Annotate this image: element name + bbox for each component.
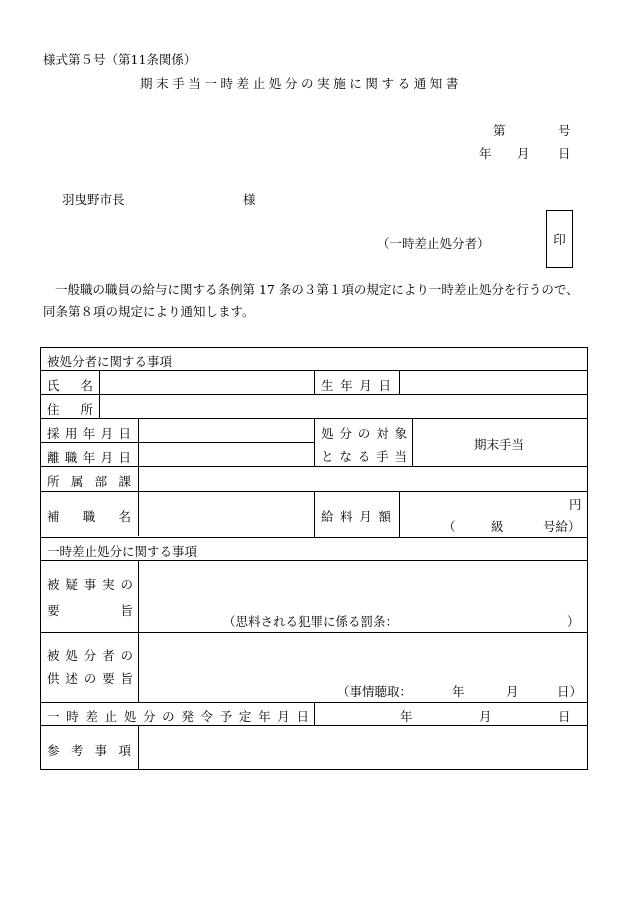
issue-day: 日 <box>558 709 571 724</box>
salary-yen: 円 <box>569 497 582 512</box>
leave-date-label: 離 職 年 月 日 <box>47 450 131 465</box>
main-form-table <box>40 347 588 770</box>
issue-month: 月 <box>479 709 492 724</box>
date-day: 日 <box>558 146 571 161</box>
name-field[interactable] <box>101 371 313 393</box>
recipient-name: 羽曳野市長 <box>62 192 125 207</box>
sender-label: （一時差止処分者） <box>377 236 490 251</box>
target-value: 期末手当 <box>474 437 525 452</box>
target-label-line1: 処 分 の 対 象 <box>321 426 407 441</box>
doc-number-dai: 第 <box>493 123 506 138</box>
salary-grade-gokyu: 号給） <box>543 519 581 534</box>
section-subject-info: 被処分者に関する事項 <box>47 354 173 369</box>
birthdate-field[interactable] <box>401 371 586 393</box>
seal-box <box>546 210 573 268</box>
facts-penal-note: （思料される犯罪に係る罰条： <box>223 614 399 629</box>
document-title: 期末手当一時差止処分の実施に関する通知書 <box>140 76 463 91</box>
position-field[interactable] <box>140 492 313 536</box>
hire-date-label: 採 用 年 月 日 <box>47 426 131 441</box>
hearing-open: （事情聴取： <box>337 684 413 699</box>
date-year: 年 <box>479 146 492 161</box>
facts-label-line2: 要 旨 <box>47 603 133 618</box>
birthdate-label: 生 年 月 日 <box>321 378 391 393</box>
hearing-year: 年 <box>452 684 465 699</box>
address-field[interactable] <box>101 395 586 417</box>
remarks-field[interactable] <box>140 726 586 769</box>
issue-date-label: 一 時 差 止 処 分 の 発 令 予 定 年 月 日 <box>47 709 309 724</box>
statement-label-line1: 被 処 分 者 の <box>47 648 133 663</box>
department-field[interactable] <box>140 467 586 490</box>
facts-penal-note-close: ） <box>567 614 580 629</box>
position-label: 補 職 名 <box>47 509 131 524</box>
body-text: 一般職の職員の給与に関する条例第 17 条の３第１項の規定により一時差止処分を行うので、同条第８項の規定により通知します。 <box>43 282 579 319</box>
issue-year: 年 <box>400 709 413 724</box>
department-label: 所 属 部 課 <box>47 474 131 489</box>
body-paragraph <box>43 279 588 323</box>
facts-label-line1: 被 疑 事 実 の <box>47 577 133 592</box>
hearing-month: 月 <box>506 684 519 699</box>
salary-grade-kyu: 級 <box>491 519 504 534</box>
seal-mark: 印 <box>553 232 566 247</box>
hearing-day: 日） <box>557 684 583 699</box>
form-number: 様式第５号（第11条関係） <box>43 52 197 67</box>
leave-date-field[interactable] <box>140 443 313 465</box>
target-label-line2: と な る 手 当 <box>321 449 407 464</box>
salary-label: 給 料 月 額 <box>321 509 391 524</box>
address-label: 住 所 <box>47 402 93 417</box>
section-suspension-info: 一時差止処分に関する事項 <box>47 544 198 559</box>
salary-grade-open: （ <box>443 519 456 534</box>
doc-number-go: 号 <box>558 123 571 138</box>
hire-date-field[interactable] <box>140 419 313 441</box>
date-month: 月 <box>517 146 530 161</box>
name-label: 氏 名 <box>47 378 93 393</box>
recipient-honorific: 様 <box>243 192 256 207</box>
statement-label-line2: 供 述 の 要 旨 <box>47 671 133 686</box>
remarks-label: 参 考 事 項 <box>47 743 131 758</box>
